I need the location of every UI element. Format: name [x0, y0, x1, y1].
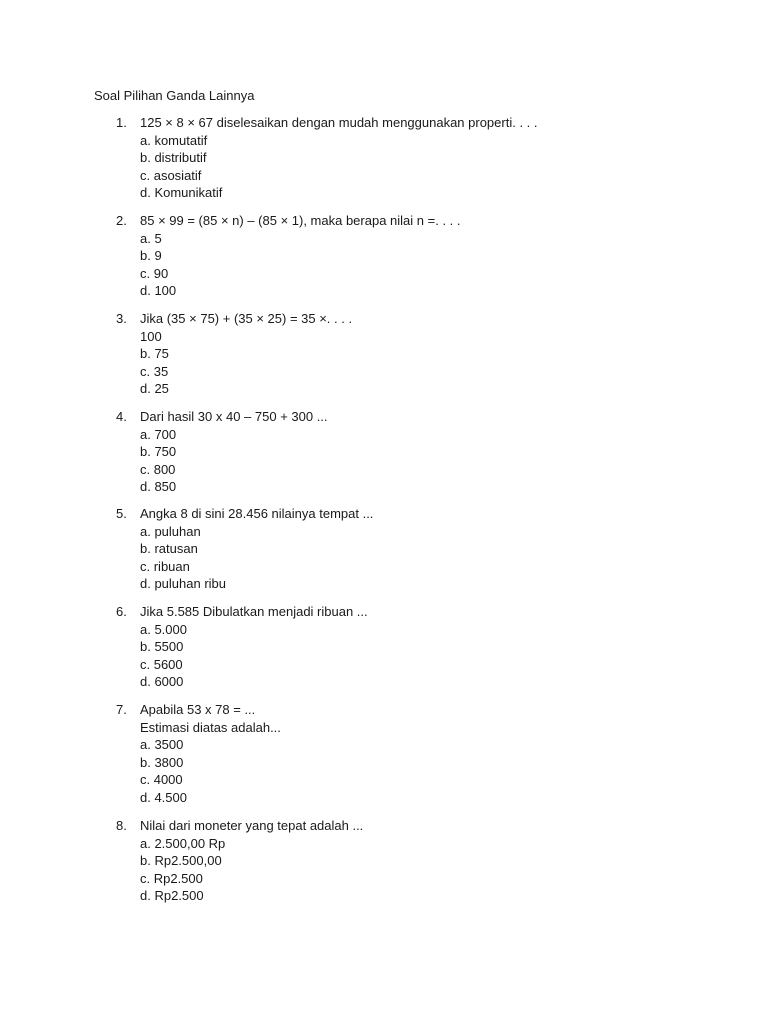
question-text: Angka 8 di sini 28.456 nilainya tempat ... [140, 506, 374, 521]
question-number: 6. [116, 604, 127, 619]
option-b: b. 75 [140, 346, 169, 362]
question-number: 5. [116, 506, 127, 521]
question-subtext: Estimasi diatas adalah... [140, 719, 281, 735]
option-a: a. komutatif [140, 132, 208, 148]
question-text: Apabila 53 x 78 = ... [140, 702, 256, 717]
option-d: d. 850 [140, 479, 177, 495]
option-d: d. puluhan ribu [140, 576, 227, 592]
option-c: c. asosiatif [140, 167, 202, 183]
option-b: b. Rp2.500,00 [140, 853, 222, 869]
option-a: a. puluhan [140, 523, 201, 539]
question-text: Jika 5.585 Dibulatkan menjadi ribuan ... [140, 604, 368, 619]
option-a: a. 5.000 [140, 621, 187, 637]
question-number: 7. [116, 702, 127, 717]
option-a: a. 3500 [140, 737, 184, 753]
question-text: Jika (35 × 75) + (35 × 25) = 35 ×. . . . [140, 311, 353, 326]
option-d: d. 100 [140, 283, 177, 299]
option-c: c. 35 [140, 363, 169, 379]
option-b: b. 5500 [140, 639, 184, 655]
document-title: Soal Pilihan Ganda Lainnya [94, 88, 255, 103]
option-c: c. 5600 [140, 656, 183, 672]
option-c: c. 4000 [140, 772, 183, 788]
option-a: 100 [140, 328, 162, 344]
question-text: Nilai dari moneter yang tepat adalah ... [140, 818, 364, 833]
option-d: d. Rp2.500 [140, 888, 204, 904]
option-b: b. ratusan [140, 541, 198, 557]
option-b: b. 9 [140, 248, 162, 264]
question-number: 2. [116, 213, 127, 228]
question-text: 85 × 99 = (85 × n) – (85 × 1), maka berapa nilai n =. . . . [140, 213, 461, 228]
option-c: c. 800 [140, 461, 176, 477]
question-text: 125 × 8 × 67 diselesaikan dengan mudah menggunakan properti. . . . [140, 115, 538, 130]
option-c: c. ribuan [140, 558, 190, 574]
question-number: 4. [116, 409, 127, 424]
option-d: d. Komunikatif [140, 185, 223, 201]
option-d: d. 6000 [140, 674, 184, 690]
option-d: d. 25 [140, 381, 169, 397]
option-b: b. 3800 [140, 754, 184, 770]
option-d: d. 4.500 [140, 789, 187, 805]
option-c: c. 90 [140, 265, 169, 281]
question-text: Dari hasil 30 x 40 – 750 + 300 ... [140, 409, 328, 424]
question-number: 1. [116, 115, 127, 130]
option-b: b. distributif [140, 150, 207, 166]
option-a: a. 700 [140, 426, 177, 442]
option-b: b. 750 [140, 444, 177, 460]
option-a: a. 5 [140, 230, 162, 246]
question-number: 3. [116, 311, 127, 326]
option-c: c. Rp2.500 [140, 870, 203, 886]
question-number: 8. [116, 818, 127, 833]
option-a: a. 2.500,00 Rp [140, 835, 226, 851]
